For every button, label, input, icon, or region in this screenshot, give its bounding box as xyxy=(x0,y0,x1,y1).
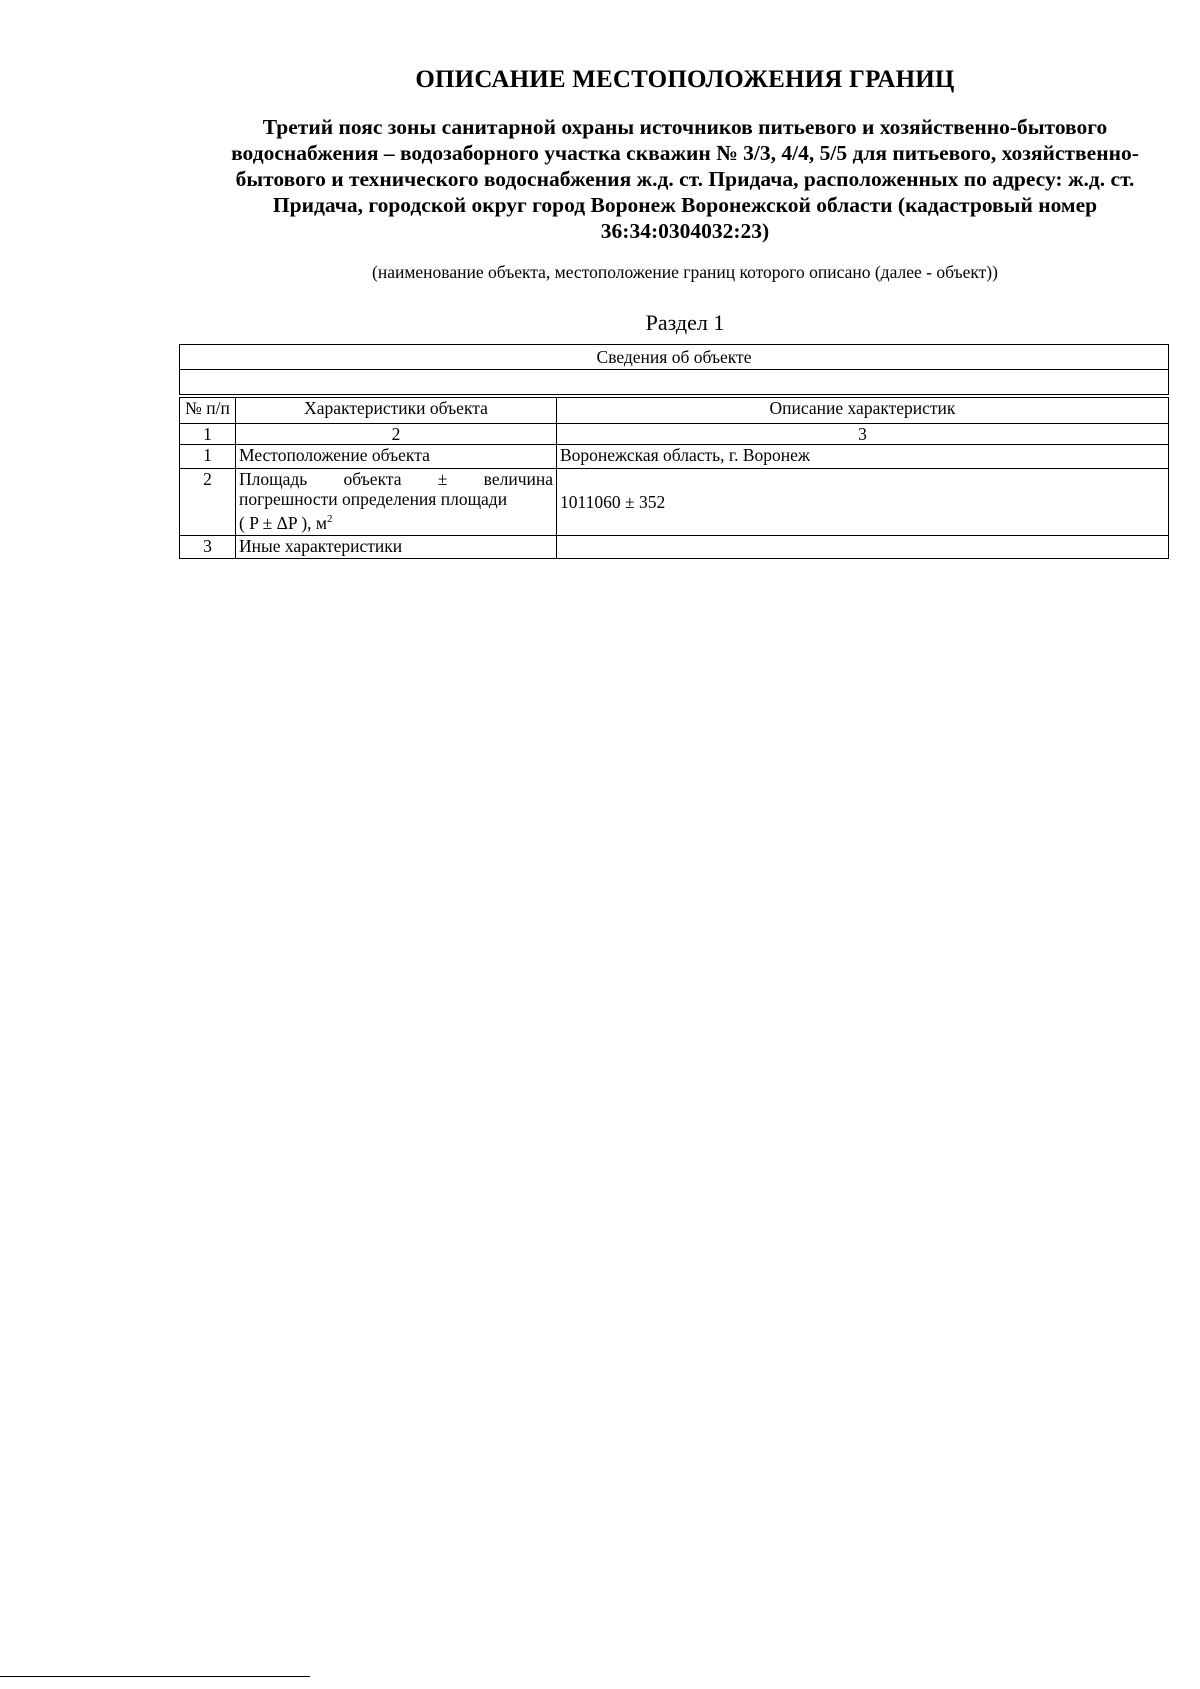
column-header-description: Описание характеристик xyxy=(557,398,1169,424)
object-description-line: 36:34:0304032:23) xyxy=(600,219,770,243)
characteristic-name-line: ( P ± ΔP ), м xyxy=(239,512,328,533)
object-description-line: бытового и технического водоснабжения ж.д. ст. Придача, расположенных по адресу: ж.д. ст. xyxy=(235,167,1135,191)
characteristics-table xyxy=(179,397,1169,559)
column-index: 1 xyxy=(180,424,236,445)
object-description-line: водоснабжения – водозаборного участка скважин № 3/3, 4/4, 5/5 для питьевого, хозяйственно- xyxy=(231,141,1139,165)
table-header-row xyxy=(180,398,1169,424)
object-description-line: Придача, городской округ город Воронеж Воронежской области (кадастровый номер xyxy=(272,193,1098,217)
table-heading: Сведения об объекте xyxy=(179,344,1169,369)
characteristic-value: Воронежская область, г. Воронеж xyxy=(557,445,1169,469)
characteristic-name: Иные характеристики xyxy=(236,536,557,559)
unit-exponent: 2 xyxy=(327,513,333,525)
row-number: 1 xyxy=(180,445,236,469)
object-info-table xyxy=(179,344,1169,559)
characteristic-name: Местоположение объекта xyxy=(236,445,557,469)
table-row xyxy=(180,445,1169,469)
characteristic-name xyxy=(236,469,557,536)
object-caption: (наименование объекта, местоположение границ которого описано (далее - объект)) xyxy=(372,262,998,282)
object-description xyxy=(180,114,1190,244)
characteristic-value xyxy=(557,536,1169,559)
table-blank-row xyxy=(179,369,1169,395)
document-title: ОПИСАНИЕ МЕСТОПОЛОЖЕНИЯ ГРАНИЦ xyxy=(415,66,955,93)
characteristic-name-line: Площадь объекта ± величина xyxy=(239,469,553,489)
table-row xyxy=(180,469,1169,536)
section-label: Раздел 1 xyxy=(645,310,725,335)
characteristic-name-line: погрешности определения площади xyxy=(239,489,508,509)
column-index-row xyxy=(180,424,1169,445)
footnote-divider xyxy=(0,1676,310,1677)
row-number: 2 xyxy=(180,469,236,536)
column-index: 3 xyxy=(557,424,1169,445)
table-row xyxy=(180,536,1169,559)
column-header-characteristic: Характеристики объекта xyxy=(236,398,557,424)
area-unit xyxy=(239,513,333,533)
column-index: 2 xyxy=(236,424,557,445)
characteristic-value: 1011060 ± 352 xyxy=(557,469,1169,536)
object-description-line: Третий пояс зоны санитарной охраны источников питьевого и хозяйственно-бытового xyxy=(262,115,1108,139)
row-number: 3 xyxy=(180,536,236,559)
column-header-number: № п/п xyxy=(180,398,236,424)
